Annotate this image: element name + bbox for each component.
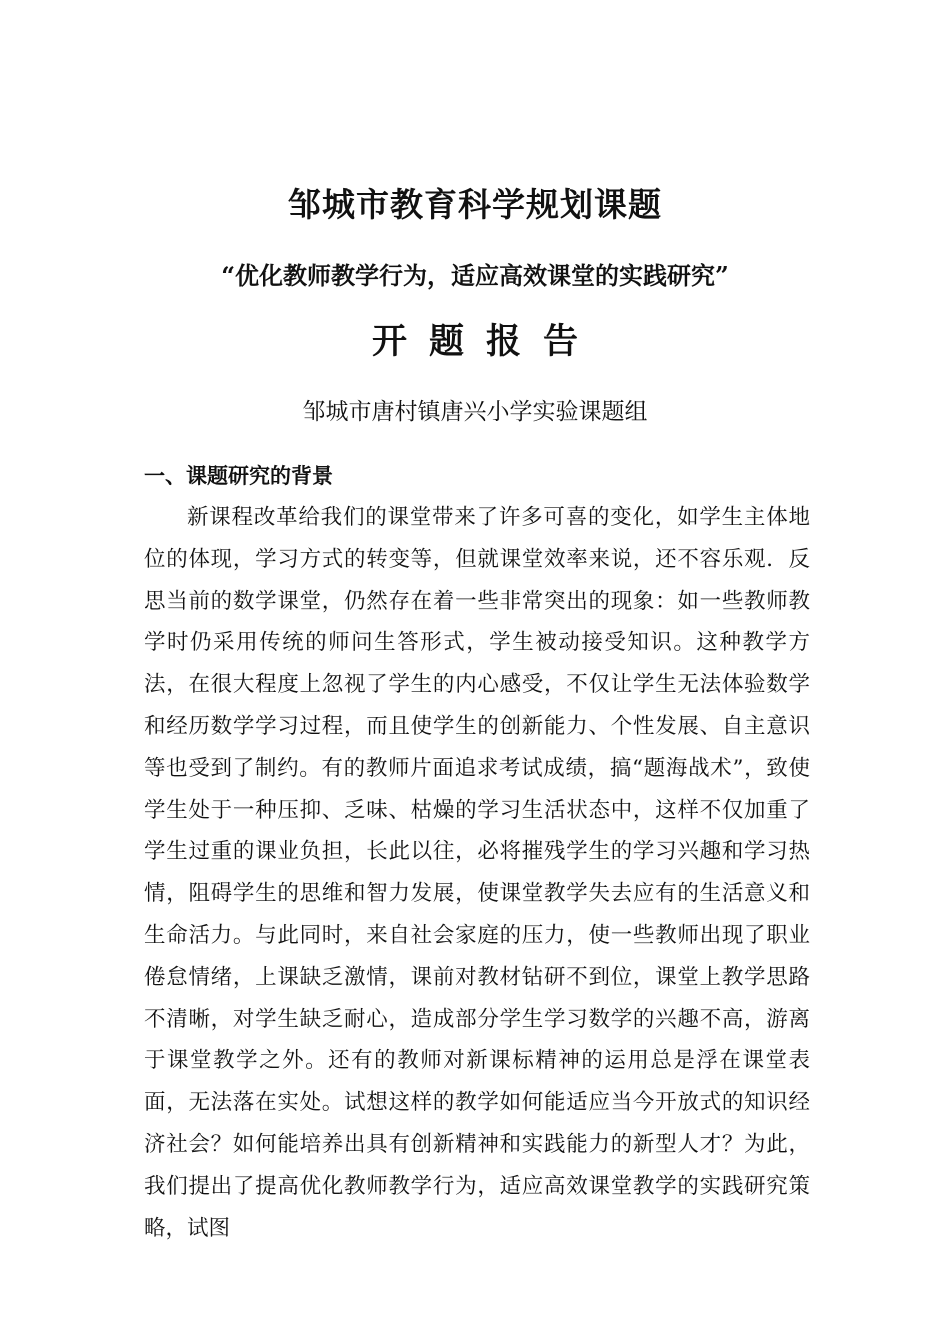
document-subtitle: “优化教师教学行为，适应高效课堂的实践研究” — [221, 261, 729, 290]
section-heading: 一、课题研究的背景 — [144, 463, 333, 488]
document-title: 邹城市教育科学规划课题 — [288, 185, 662, 224]
report-title: 开题报告 — [371, 321, 600, 362]
organization-name: 邹城市唐村镇唐兴小学实验课题组 — [302, 399, 648, 425]
body-paragraph: 新课程改革给我们的课堂带来了许多可喜的变化，如学生主体地位的体现，学习方式的转变等，但就课堂效率来说，还不容乐观．反思当前的数学课堂，仍然存在着一些非常突出的现象：如一些教师教学时仍采用传统的师问生答形式，学生被动接受知识。这种教学方法，在很大程度上忽视了学生的内心感受，不仅让学生无法体验数学和经历数学学习过程，而且使学生的创新能力、个性发展、自主意识等也受到了制约。有的教师片面追求考试成绩，搞“题海战术”，致使学生处于一种压抑、乏味、枯燥的学习生活状态中，这样不仅加重了学生过重的课业负担，长此以往，必将摧残学生的学习兴趣和学习热情，阻碍学生的思维和智力发展，使课堂教学失去应有的生活意义和生命活力。与此同时，来自社会家庭的压力，使一些教师出现了职业倦怠情绪，上课缺乏激情，课前对教材钻研不到位，课堂上教学思路不清晰，对学生缺乏耐心，造成部分学生学习数学的兴趣不高，游离于课堂教学之外。还有的教师对新课标精神的运用总是浮在课堂表面，无法落在实处。试想这样的教学如何能适应当今开放式的知识经济社会？如何能培养出具有创新精神和实践能力的新型人才？为此，我们提出了提高优化教师教学行为，适应高效课堂教学的实践研究策略，试图 — [144, 505, 810, 1241]
